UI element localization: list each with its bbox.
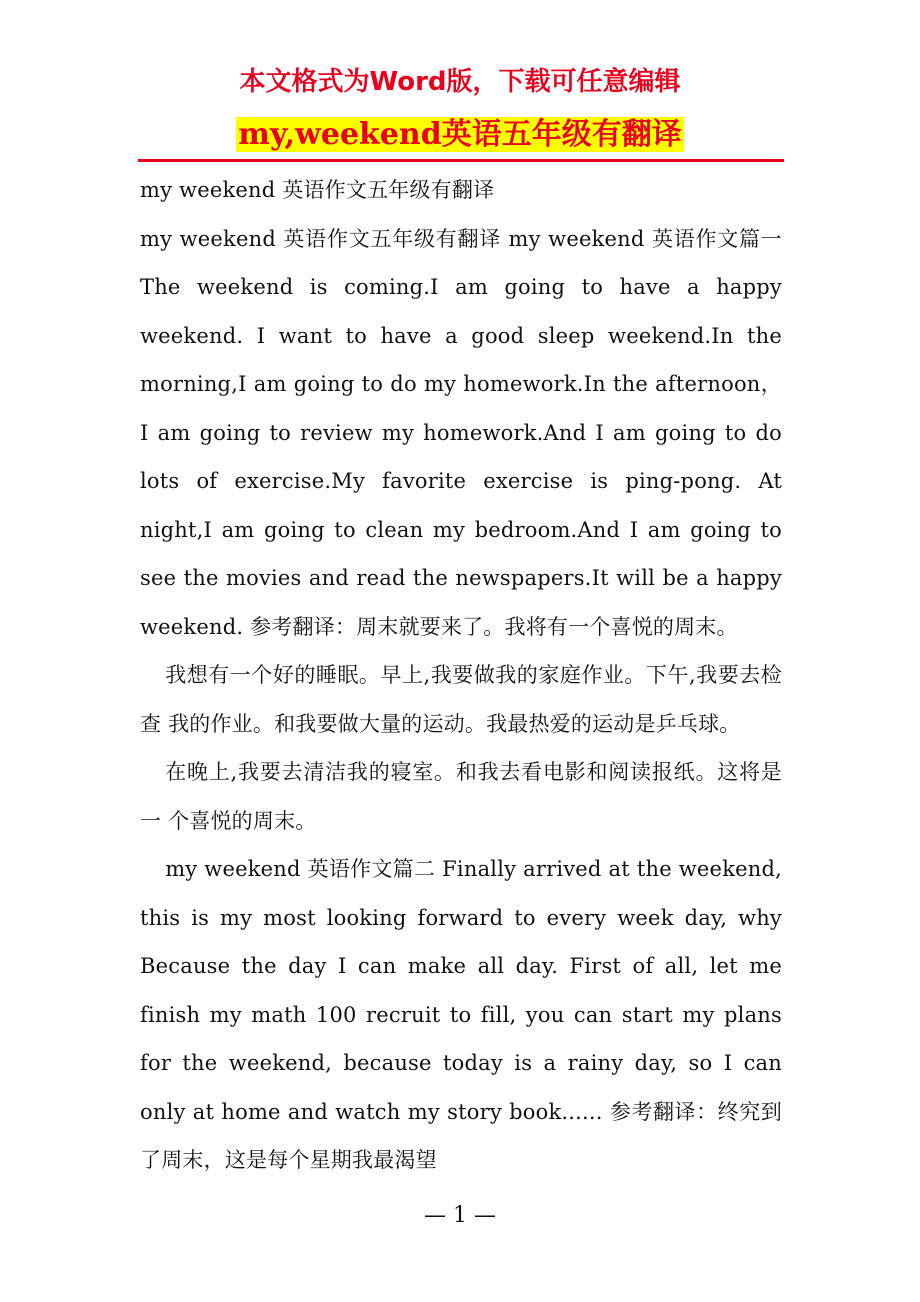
document-title: my,weekend英语五年级有翻译 [238,117,682,152]
document-title-block [0,113,920,157]
page-number: — 1 — [424,1203,496,1228]
essay-one-paragraph: my weekend 英语作文五年级有翻译 my weekend 英语作文篇一 The weekend is coming.I am going to have a happy weekend. I want to have a good sleep weekend.In the morning,I am going to do my homework.In the afternoon，I am going to review my homework.And I am going to do lots of exercise.My favorite exercise is ping-pong. At night,I am going to clean my bedroom.And I am going to see the movies and read the newspapers.It will be a happy weekend. 参考翻译：周末就要来了。我将有一个喜悦的周末。 [140,226,782,639]
translation-paragraph-one: 我想有一个好的睡眠。早上,我要做我的家庭作业。下午,我要去检查 我的作业。和我要做大量的运动。我最热爱的运动是乒乓球。 [140,663,782,736]
essay-two-paragraph: my weekend 英语作文篇二 Finally arrived at the weekend, this is my most looking forward to every week day, why Because the day I can make all day. First of all, let me finish my math 100 recruit to fill, you can start my plans for the weekend, because today is a rainy day, so I can only at home and watch my story book...... 参考翻译：终究到了周末，这是每个星期我最渴望 [140,857,782,1172]
document-body [140,166,782,1185]
translation-paragraph-two: 在晚上,我要去清洁我的寝室。和我去看电影和阅读报纸。这将是一 个喜悦的周末。 [140,760,782,833]
subtitle-paragraph: my weekend 英语作文五年级有翻译 [140,178,495,202]
title-underline-rule [138,159,784,162]
download-banner: 本文格式为Word版，下载可任意编辑 [239,67,681,97]
